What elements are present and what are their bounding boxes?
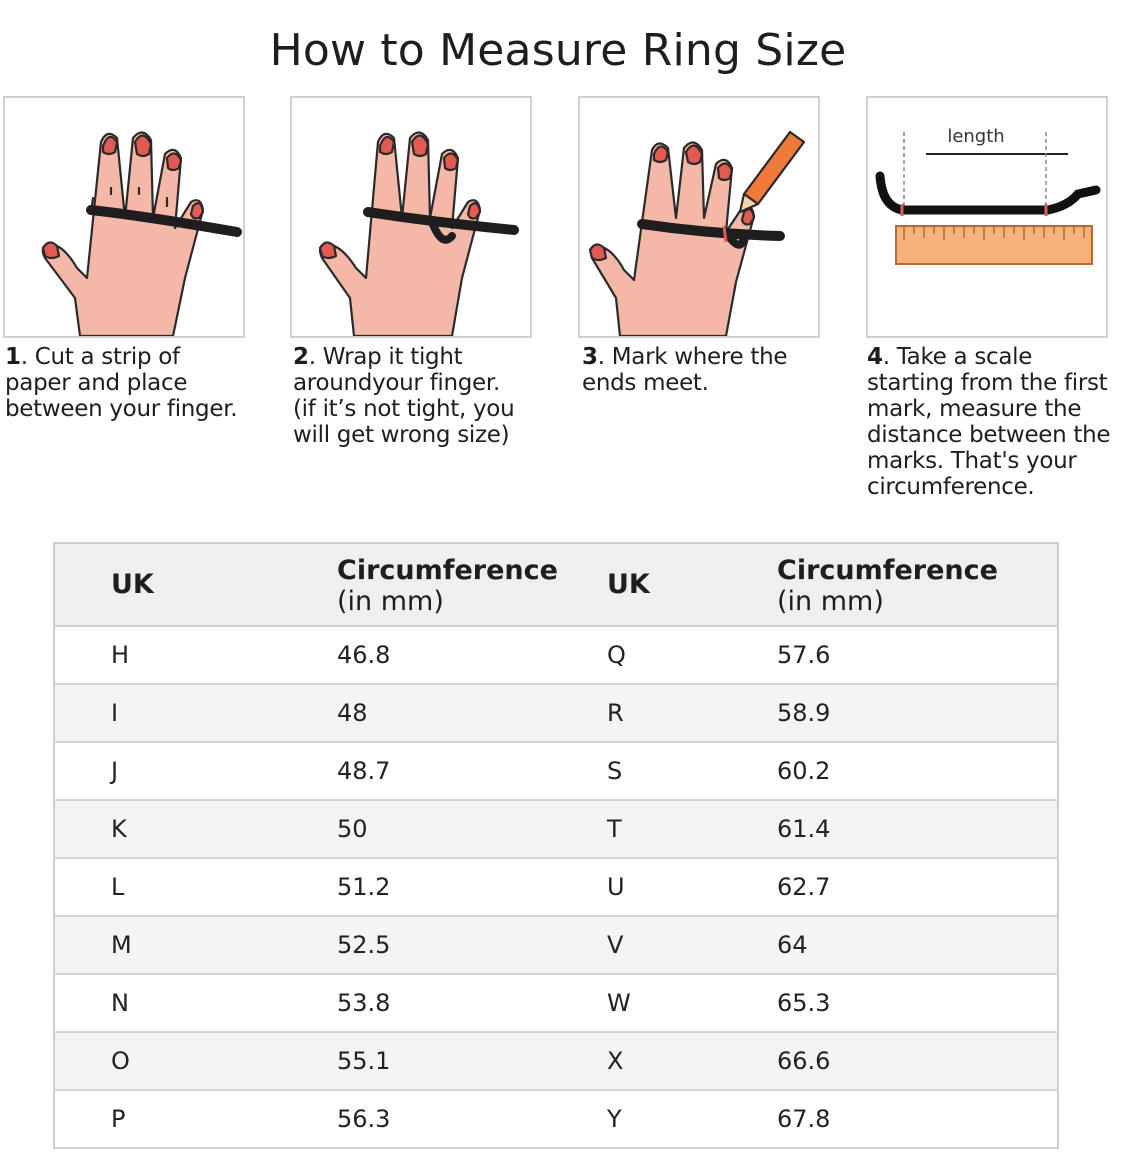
step-line: circumference. <box>867 474 1035 500</box>
table-row <box>54 742 1058 800</box>
table-row <box>54 1032 1058 1090</box>
circumference-header: Circumference (in mm) <box>777 543 1058 626</box>
table-row <box>54 626 1058 684</box>
circumference-cell: 50 <box>337 800 607 858</box>
circumference-cell: 65.3 <box>777 974 1058 1032</box>
circumference-cell: 67.8 <box>777 1090 1058 1148</box>
step-line: . Cut a strip of <box>20 344 180 370</box>
step-line: . Mark where the <box>597 344 788 370</box>
step-1-illustration <box>3 96 245 338</box>
circumference-cell: 48 <box>337 684 607 742</box>
step-4-text <box>867 344 1110 500</box>
uk-size-cell: O <box>54 1032 337 1090</box>
circumference-cell: 58.9 <box>777 684 1058 742</box>
step-line: between your finger. <box>5 396 238 422</box>
step-line: paper and place <box>5 370 188 396</box>
step-2-text <box>293 344 514 448</box>
table-row <box>54 974 1058 1032</box>
circumference-cell: 64 <box>777 916 1058 974</box>
hand-pencil-mark-icon <box>580 98 818 336</box>
step-number: 1 <box>5 344 21 370</box>
table-row <box>54 916 1058 974</box>
uk-size-cell: T <box>607 800 777 858</box>
step-1-text <box>5 344 237 422</box>
uk-size-cell: W <box>607 974 777 1032</box>
length-label: length <box>947 126 1005 147</box>
circumference-cell: 56.3 <box>337 1090 607 1148</box>
uk-header: UK <box>607 543 777 626</box>
uk-size-cell: H <box>54 626 337 684</box>
step-line: . Wrap it tight <box>308 344 463 370</box>
step-line: will get wrong size) <box>293 422 510 448</box>
circumference-header: Circumference (in mm) <box>337 543 607 626</box>
step-2-illustration <box>290 96 532 338</box>
uk-size-cell: P <box>54 1090 337 1148</box>
step-line: marks. That's your <box>867 448 1077 474</box>
hand-wrapped-strip-icon <box>292 98 530 336</box>
circumference-cell: 61.4 <box>777 800 1058 858</box>
step-number: 4 <box>867 344 883 370</box>
step-number: 3 <box>582 344 598 370</box>
ring-size-table <box>53 542 1059 1149</box>
circumference-cell: 46.8 <box>337 626 607 684</box>
step-line: aroundyour finger. <box>293 370 500 396</box>
table-row <box>54 800 1058 858</box>
step-line: (if it’s not tight, you <box>293 396 515 422</box>
circumference-cell: 66.6 <box>777 1032 1058 1090</box>
step-number: 2 <box>293 344 309 370</box>
ruler-measure-icon <box>868 98 1106 336</box>
table-row <box>54 1090 1058 1148</box>
step-line: ends meet. <box>582 370 709 396</box>
step-line: . Take a scale <box>882 344 1033 370</box>
uk-size-cell: U <box>607 858 777 916</box>
table-row <box>54 684 1058 742</box>
circumference-cell: 60.2 <box>777 742 1058 800</box>
circumference-cell: 52.5 <box>337 916 607 974</box>
circumference-cell: 57.6 <box>777 626 1058 684</box>
circumference-cell: 53.8 <box>337 974 607 1032</box>
step-line: mark, measure the <box>867 396 1082 422</box>
uk-size-cell: K <box>54 800 337 858</box>
step-3-illustration <box>578 96 820 338</box>
uk-size-cell: I <box>54 684 337 742</box>
uk-size-cell: S <box>607 742 777 800</box>
table-header-row <box>54 543 1058 626</box>
circumference-cell: 62.7 <box>777 858 1058 916</box>
uk-size-cell: R <box>607 684 777 742</box>
uk-header: UK <box>54 543 337 626</box>
uk-size-cell: V <box>607 916 777 974</box>
step-line: distance between the <box>867 422 1111 448</box>
uk-size-cell: M <box>54 916 337 974</box>
table-row <box>54 858 1058 916</box>
step-4-illustration <box>866 96 1108 338</box>
uk-size-cell: Q <box>607 626 777 684</box>
circumference-cell: 55.1 <box>337 1032 607 1090</box>
uk-size-cell: J <box>54 742 337 800</box>
uk-size-cell: N <box>54 974 337 1032</box>
uk-size-cell: L <box>54 858 337 916</box>
step-line: starting from the first <box>867 370 1108 396</box>
uk-size-cell: X <box>607 1032 777 1090</box>
circumference-cell: 48.7 <box>337 742 607 800</box>
page-title: How to Measure Ring Size <box>269 25 847 77</box>
circumference-cell: 51.2 <box>337 858 607 916</box>
uk-size-cell: Y <box>607 1090 777 1148</box>
hand-paper-strip-icon <box>5 98 243 336</box>
step-3-text <box>582 344 787 396</box>
